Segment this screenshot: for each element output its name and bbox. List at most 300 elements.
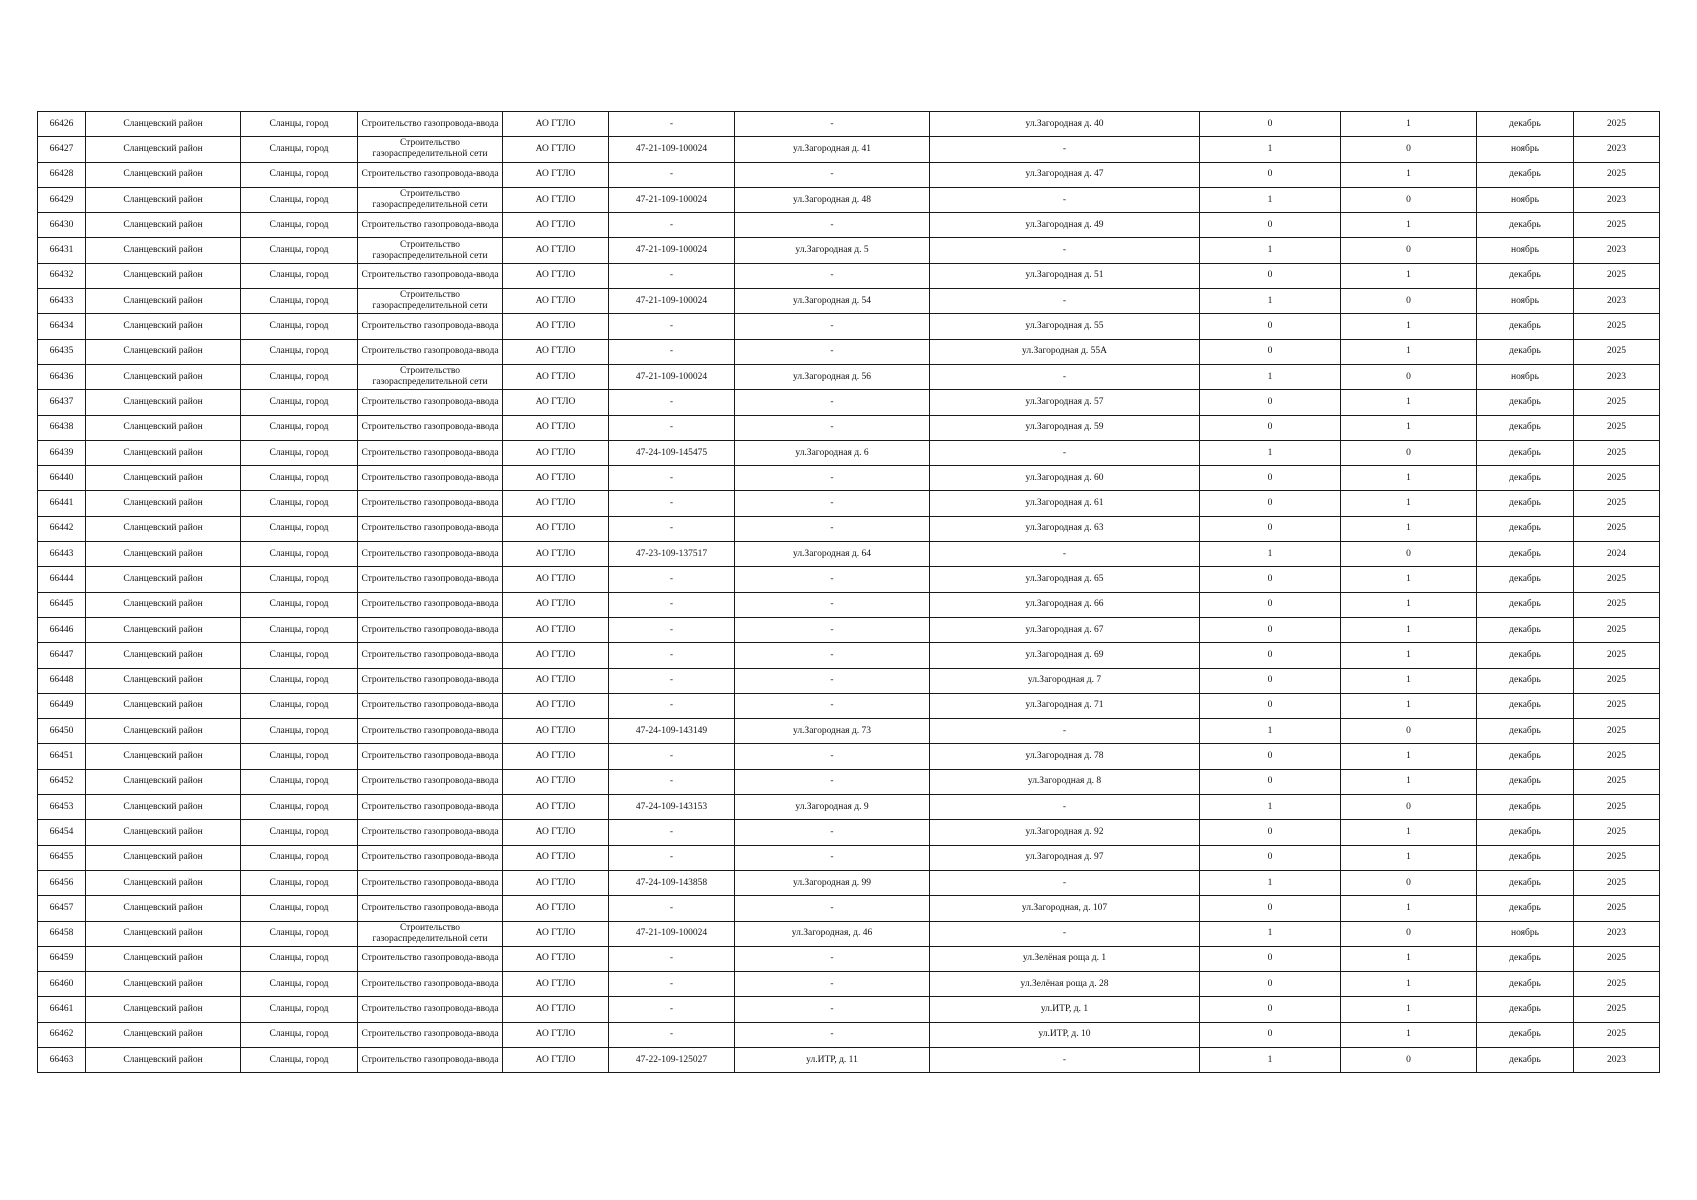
cell-month: ноябрь	[1477, 187, 1574, 212]
cell-work-type: Строительство газопровода-ввода	[358, 213, 503, 238]
cell-district: Сланцевский район	[86, 415, 241, 440]
cell-address-existing: -	[735, 415, 930, 440]
cell-id: 66448	[38, 668, 86, 693]
table-row	[38, 567, 1660, 592]
cell-count-b: 1	[1341, 162, 1477, 187]
table-row	[38, 440, 1660, 465]
cell-count-b: 0	[1341, 238, 1477, 263]
cell-year: 2023	[1574, 1047, 1660, 1072]
cell-id: 66433	[38, 289, 86, 314]
cell-address-planned: ул.Загородная, д. 107	[930, 896, 1200, 921]
cell-organization: АО ГТЛО	[503, 870, 609, 895]
table-row	[38, 769, 1660, 794]
cell-count-a: 1	[1200, 719, 1341, 744]
cell-count-b: 1	[1341, 643, 1477, 668]
cell-address-existing: -	[735, 643, 930, 668]
table-row	[38, 820, 1660, 845]
cell-count-a: 1	[1200, 1047, 1341, 1072]
cell-district: Сланцевский район	[86, 946, 241, 971]
cell-organization: АО ГТЛО	[503, 390, 609, 415]
cell-settlement: Сланцы, город	[241, 668, 358, 693]
cell-settlement: Сланцы, город	[241, 289, 358, 314]
cell-organization: АО ГТЛО	[503, 491, 609, 516]
cell-work-type: Строительство газопровода-ввода	[358, 744, 503, 769]
cell-settlement: Сланцы, город	[241, 314, 358, 339]
cell-id: 66447	[38, 643, 86, 668]
table-row	[38, 491, 1660, 516]
cell-count-b: 1	[1341, 592, 1477, 617]
cell-count-b: 1	[1341, 820, 1477, 845]
cell-year: 2025	[1574, 997, 1660, 1022]
cell-work-type: Строительство газораспределительной сети	[358, 921, 503, 946]
cell-organization: АО ГТЛО	[503, 896, 609, 921]
cell-year: 2025	[1574, 896, 1660, 921]
cell-month: декабрь	[1477, 668, 1574, 693]
table-row	[38, 592, 1660, 617]
cell-organization: АО ГТЛО	[503, 946, 609, 971]
cell-address-existing: -	[735, 668, 930, 693]
cell-organization: АО ГТЛО	[503, 592, 609, 617]
cell-count-b: 1	[1341, 491, 1477, 516]
cell-organization: АО ГТЛО	[503, 187, 609, 212]
cell-cadastral-number: -	[609, 314, 735, 339]
cell-address-planned: ул.Загородная д. 67	[930, 617, 1200, 642]
table-row	[38, 415, 1660, 440]
cell-cadastral-number: -	[609, 339, 735, 364]
cell-district: Сланцевский район	[86, 719, 241, 744]
cell-year: 2025	[1574, 314, 1660, 339]
cell-year: 2025	[1574, 592, 1660, 617]
cell-id: 66430	[38, 213, 86, 238]
cell-count-a: 1	[1200, 921, 1341, 946]
table-row	[38, 719, 1660, 744]
cell-id: 66462	[38, 1022, 86, 1047]
cell-settlement: Сланцы, город	[241, 466, 358, 491]
table-row	[38, 896, 1660, 921]
table-row	[38, 339, 1660, 364]
cell-count-b: 1	[1341, 339, 1477, 364]
cell-month: декабрь	[1477, 1047, 1574, 1072]
cell-id: 66432	[38, 263, 86, 288]
cell-count-a: 1	[1200, 187, 1341, 212]
cell-cadastral-number: -	[609, 491, 735, 516]
cell-organization: АО ГТЛО	[503, 466, 609, 491]
cell-organization: АО ГТЛО	[503, 795, 609, 820]
cell-id: 66446	[38, 617, 86, 642]
table-row	[38, 466, 1660, 491]
cell-cadastral-number: -	[609, 390, 735, 415]
table-row	[38, 997, 1660, 1022]
cell-count-a: 0	[1200, 339, 1341, 364]
cell-month: ноябрь	[1477, 137, 1574, 162]
cell-address-planned: ул.Загородная д. 8	[930, 769, 1200, 794]
cell-count-b: 1	[1341, 845, 1477, 870]
cell-count-a: 0	[1200, 769, 1341, 794]
cell-settlement: Сланцы, город	[241, 390, 358, 415]
cell-year: 2025	[1574, 719, 1660, 744]
cell-organization: АО ГТЛО	[503, 314, 609, 339]
cell-month: декабрь	[1477, 769, 1574, 794]
cell-address-planned: ул.Зелёная роща д. 1	[930, 946, 1200, 971]
cell-address-planned: ул.Загородная д. 78	[930, 744, 1200, 769]
cell-count-a: 0	[1200, 845, 1341, 870]
cell-cadastral-number: -	[609, 744, 735, 769]
cell-work-type: Строительство газопровода-ввода	[358, 466, 503, 491]
cell-address-planned: -	[930, 137, 1200, 162]
cell-cadastral-number: -	[609, 112, 735, 137]
cell-work-type: Строительство газопровода-ввода	[358, 972, 503, 997]
cell-settlement: Сланцы, город	[241, 162, 358, 187]
cell-district: Сланцевский район	[86, 289, 241, 314]
table-body	[38, 112, 1660, 1073]
cell-cadastral-number: -	[609, 617, 735, 642]
cell-address-planned: -	[930, 238, 1200, 263]
cell-address-planned: -	[930, 921, 1200, 946]
cell-district: Сланцевский район	[86, 112, 241, 137]
table-row	[38, 187, 1660, 212]
cell-organization: АО ГТЛО	[503, 263, 609, 288]
cell-address-existing: -	[735, 491, 930, 516]
cell-work-type: Строительство газопровода-ввода	[358, 769, 503, 794]
cell-month: ноябрь	[1477, 289, 1574, 314]
cell-count-a: 0	[1200, 997, 1341, 1022]
cell-address-existing: ул.ИТР, д. 11	[735, 1047, 930, 1072]
cell-work-type: Строительство газопровода-ввода	[358, 567, 503, 592]
cell-year: 2025	[1574, 693, 1660, 718]
cell-district: Сланцевский район	[86, 744, 241, 769]
cell-district: Сланцевский район	[86, 820, 241, 845]
cell-address-existing: ул.Загородная д. 56	[735, 364, 930, 389]
cell-count-b: 1	[1341, 946, 1477, 971]
cell-address-planned: -	[930, 187, 1200, 212]
cell-work-type: Строительство газопровода-ввода	[358, 997, 503, 1022]
cell-count-a: 0	[1200, 744, 1341, 769]
cell-cadastral-number: 47-24-109-143149	[609, 719, 735, 744]
table-row	[38, 946, 1660, 971]
cell-work-type: Строительство газопровода-ввода	[358, 845, 503, 870]
cell-month: декабрь	[1477, 339, 1574, 364]
cell-month: декабрь	[1477, 567, 1574, 592]
cell-month: декабрь	[1477, 820, 1574, 845]
cell-count-b: 1	[1341, 263, 1477, 288]
cell-district: Сланцевский район	[86, 1022, 241, 1047]
cell-year: 2025	[1574, 795, 1660, 820]
cell-district: Сланцевский район	[86, 238, 241, 263]
cell-month: декабрь	[1477, 617, 1574, 642]
cell-district: Сланцевский район	[86, 339, 241, 364]
cell-address-existing: -	[735, 263, 930, 288]
cell-count-a: 0	[1200, 567, 1341, 592]
cell-year: 2025	[1574, 162, 1660, 187]
cell-count-a: 1	[1200, 137, 1341, 162]
cell-address-existing: -	[735, 693, 930, 718]
cell-organization: АО ГТЛО	[503, 415, 609, 440]
cell-work-type: Строительство газопровода-ввода	[358, 592, 503, 617]
cell-month: декабрь	[1477, 516, 1574, 541]
cell-id: 66463	[38, 1047, 86, 1072]
cell-count-a: 0	[1200, 693, 1341, 718]
cell-id: 66441	[38, 491, 86, 516]
cell-count-b: 0	[1341, 795, 1477, 820]
cell-year: 2025	[1574, 972, 1660, 997]
cell-settlement: Сланцы, город	[241, 364, 358, 389]
cell-address-existing: ул.Загородная д. 48	[735, 187, 930, 212]
cell-address-planned: ул.Загородная д. 49	[930, 213, 1200, 238]
cell-month: ноябрь	[1477, 921, 1574, 946]
cell-work-type: Строительство газопровода-ввода	[358, 820, 503, 845]
cell-settlement: Сланцы, город	[241, 1022, 358, 1047]
cell-count-a: 0	[1200, 213, 1341, 238]
cell-settlement: Сланцы, город	[241, 592, 358, 617]
cell-id: 66429	[38, 187, 86, 212]
cell-count-a: 0	[1200, 314, 1341, 339]
cell-address-existing: -	[735, 946, 930, 971]
cell-organization: АО ГТЛО	[503, 845, 609, 870]
cell-year: 2025	[1574, 1022, 1660, 1047]
cell-count-b: 1	[1341, 567, 1477, 592]
cell-count-a: 0	[1200, 516, 1341, 541]
cell-settlement: Сланцы, город	[241, 972, 358, 997]
cell-id: 66458	[38, 921, 86, 946]
cell-settlement: Сланцы, город	[241, 795, 358, 820]
table-row	[38, 643, 1660, 668]
cell-id: 66443	[38, 542, 86, 567]
cell-count-b: 1	[1341, 213, 1477, 238]
cell-address-existing: -	[735, 112, 930, 137]
cell-work-type: Строительство газопровода-ввода	[358, 491, 503, 516]
cell-organization: АО ГТЛО	[503, 997, 609, 1022]
cell-address-existing: ул.Загородная д. 9	[735, 795, 930, 820]
cell-cadastral-number: 47-21-109-100024	[609, 137, 735, 162]
cell-organization: АО ГТЛО	[503, 719, 609, 744]
cell-month: декабрь	[1477, 592, 1574, 617]
cell-cadastral-number: 47-21-109-100024	[609, 187, 735, 212]
cell-work-type: Строительство газопровода-ввода	[358, 870, 503, 895]
cell-address-planned: -	[930, 364, 1200, 389]
cell-count-a: 0	[1200, 617, 1341, 642]
cell-id: 66444	[38, 567, 86, 592]
cell-cadastral-number: -	[609, 643, 735, 668]
cell-address-existing: ул.Загородная д. 41	[735, 137, 930, 162]
cell-cadastral-number: -	[609, 896, 735, 921]
cell-settlement: Сланцы, город	[241, 112, 358, 137]
cell-cadastral-number: -	[609, 997, 735, 1022]
cell-district: Сланцевский район	[86, 314, 241, 339]
cell-settlement: Сланцы, город	[241, 946, 358, 971]
cell-settlement: Сланцы, город	[241, 516, 358, 541]
table-row	[38, 213, 1660, 238]
cell-year: 2025	[1574, 339, 1660, 364]
cell-cadastral-number: -	[609, 1022, 735, 1047]
cell-district: Сланцевский район	[86, 870, 241, 895]
cell-count-a: 1	[1200, 542, 1341, 567]
cell-year: 2025	[1574, 112, 1660, 137]
cell-month: декабрь	[1477, 162, 1574, 187]
cell-address-existing: -	[735, 820, 930, 845]
cell-address-existing: ул.Загородная д. 54	[735, 289, 930, 314]
cell-district: Сланцевский район	[86, 693, 241, 718]
cell-district: Сланцевский район	[86, 921, 241, 946]
cell-year: 2025	[1574, 466, 1660, 491]
cell-month: ноябрь	[1477, 364, 1574, 389]
cell-settlement: Сланцы, город	[241, 870, 358, 895]
cell-count-b: 1	[1341, 415, 1477, 440]
cell-cadastral-number: -	[609, 592, 735, 617]
cell-address-planned: ул.Загородная д. 66	[930, 592, 1200, 617]
cell-address-planned: ул.Зелёная роща д. 28	[930, 972, 1200, 997]
cell-year: 2025	[1574, 744, 1660, 769]
cell-address-existing: -	[735, 314, 930, 339]
cell-year: 2025	[1574, 390, 1660, 415]
cell-count-b: 0	[1341, 870, 1477, 895]
cell-work-type: Строительство газопровода-ввода	[358, 946, 503, 971]
cell-address-existing: ул.Загородная д. 6	[735, 440, 930, 465]
cell-cadastral-number: -	[609, 567, 735, 592]
cell-count-b: 1	[1341, 744, 1477, 769]
cell-month: декабрь	[1477, 972, 1574, 997]
cell-count-b: 1	[1341, 769, 1477, 794]
cell-id: 66457	[38, 896, 86, 921]
table-row	[38, 1047, 1660, 1072]
cell-work-type: Строительство газораспределительной сети	[358, 289, 503, 314]
cell-work-type: Строительство газопровода-ввода	[358, 1022, 503, 1047]
cell-address-planned: ул.Загородная д. 97	[930, 845, 1200, 870]
cell-district: Сланцевский район	[86, 213, 241, 238]
cell-organization: АО ГТЛО	[503, 693, 609, 718]
cell-organization: АО ГТЛО	[503, 820, 609, 845]
cell-count-a: 0	[1200, 162, 1341, 187]
cell-count-a: 0	[1200, 592, 1341, 617]
cell-organization: АО ГТЛО	[503, 972, 609, 997]
cell-address-existing: -	[735, 516, 930, 541]
table-row	[38, 390, 1660, 415]
table-row	[38, 972, 1660, 997]
cell-id: 66436	[38, 364, 86, 389]
cell-address-planned: ул.Загородная д. 71	[930, 693, 1200, 718]
table-row	[38, 693, 1660, 718]
cell-year: 2023	[1574, 187, 1660, 212]
cell-count-a: 1	[1200, 795, 1341, 820]
cell-settlement: Сланцы, город	[241, 567, 358, 592]
cell-cadastral-number: -	[609, 820, 735, 845]
cell-count-a: 1	[1200, 238, 1341, 263]
cell-address-existing: -	[735, 769, 930, 794]
table-row	[38, 921, 1660, 946]
cell-month: декабрь	[1477, 390, 1574, 415]
cell-organization: АО ГТЛО	[503, 137, 609, 162]
cell-count-a: 0	[1200, 415, 1341, 440]
cell-settlement: Сланцы, город	[241, 921, 358, 946]
cell-cadastral-number: 47-21-109-100024	[609, 364, 735, 389]
cell-year: 2025	[1574, 769, 1660, 794]
cell-year: 2025	[1574, 845, 1660, 870]
cell-id: 66455	[38, 845, 86, 870]
cell-district: Сланцевский район	[86, 643, 241, 668]
cell-address-existing: -	[735, 1022, 930, 1047]
cell-work-type: Строительство газопровода-ввода	[358, 516, 503, 541]
cell-cadastral-number: 47-24-109-143153	[609, 795, 735, 820]
cell-count-a: 0	[1200, 972, 1341, 997]
cell-cadastral-number: -	[609, 946, 735, 971]
cell-work-type: Строительство газопровода-ввода	[358, 263, 503, 288]
cell-month: декабрь	[1477, 542, 1574, 567]
cell-cadastral-number: -	[609, 466, 735, 491]
cell-count-b: 1	[1341, 896, 1477, 921]
cell-address-existing: -	[735, 390, 930, 415]
cell-settlement: Сланцы, город	[241, 339, 358, 364]
cell-address-planned: -	[930, 795, 1200, 820]
cell-id: 66461	[38, 997, 86, 1022]
cell-district: Сланцевский район	[86, 516, 241, 541]
table-row	[38, 845, 1660, 870]
cell-id: 66456	[38, 870, 86, 895]
cell-month: декабрь	[1477, 263, 1574, 288]
cell-work-type: Строительство газопровода-ввода	[358, 440, 503, 465]
cell-year: 2025	[1574, 617, 1660, 642]
cell-address-planned: ул.Загородная д. 92	[930, 820, 1200, 845]
table-row	[38, 289, 1660, 314]
cell-count-a: 1	[1200, 289, 1341, 314]
cell-month: декабрь	[1477, 997, 1574, 1022]
cell-address-existing: ул.Загородная д. 99	[735, 870, 930, 895]
cell-work-type: Строительство газопровода-ввода	[358, 668, 503, 693]
cell-district: Сланцевский район	[86, 567, 241, 592]
cell-settlement: Сланцы, город	[241, 997, 358, 1022]
cell-address-planned: ул.Загородная д. 51	[930, 263, 1200, 288]
cell-address-existing: -	[735, 466, 930, 491]
cell-cadastral-number: -	[609, 972, 735, 997]
cell-work-type: Строительство газопровода-ввода	[358, 795, 503, 820]
cell-count-a: 1	[1200, 870, 1341, 895]
cell-id: 66450	[38, 719, 86, 744]
cell-organization: АО ГТЛО	[503, 440, 609, 465]
cell-count-b: 0	[1341, 921, 1477, 946]
cell-count-b: 1	[1341, 466, 1477, 491]
cell-count-a: 0	[1200, 466, 1341, 491]
cell-district: Сланцевский район	[86, 845, 241, 870]
cell-organization: АО ГТЛО	[503, 567, 609, 592]
cell-address-existing: ул.Загородная, д. 46	[735, 921, 930, 946]
cell-id: 66426	[38, 112, 86, 137]
cell-address-planned: ул.Загородная д. 65	[930, 567, 1200, 592]
cell-organization: АО ГТЛО	[503, 617, 609, 642]
cell-address-planned: ул.Загородная д. 55	[930, 314, 1200, 339]
cell-year: 2025	[1574, 415, 1660, 440]
table-row	[38, 744, 1660, 769]
table-row	[38, 314, 1660, 339]
cell-organization: АО ГТЛО	[503, 1047, 609, 1072]
table-row	[38, 112, 1660, 137]
cell-cadastral-number: 47-24-109-143858	[609, 870, 735, 895]
cell-count-b: 0	[1341, 364, 1477, 389]
cell-id: 66459	[38, 946, 86, 971]
cell-address-planned: ул.Загородная д. 59	[930, 415, 1200, 440]
cell-count-a: 1	[1200, 364, 1341, 389]
cell-district: Сланцевский район	[86, 972, 241, 997]
cell-district: Сланцевский район	[86, 137, 241, 162]
cell-count-b: 0	[1341, 289, 1477, 314]
cell-id: 66445	[38, 592, 86, 617]
cell-id: 66434	[38, 314, 86, 339]
cell-id: 66427	[38, 137, 86, 162]
cell-id: 66440	[38, 466, 86, 491]
cell-settlement: Сланцы, город	[241, 643, 358, 668]
cell-cadastral-number: -	[609, 516, 735, 541]
cell-address-existing: -	[735, 339, 930, 364]
cell-settlement: Сланцы, город	[241, 845, 358, 870]
table-row	[38, 364, 1660, 389]
cell-address-planned: ул.Загородная д. 60	[930, 466, 1200, 491]
